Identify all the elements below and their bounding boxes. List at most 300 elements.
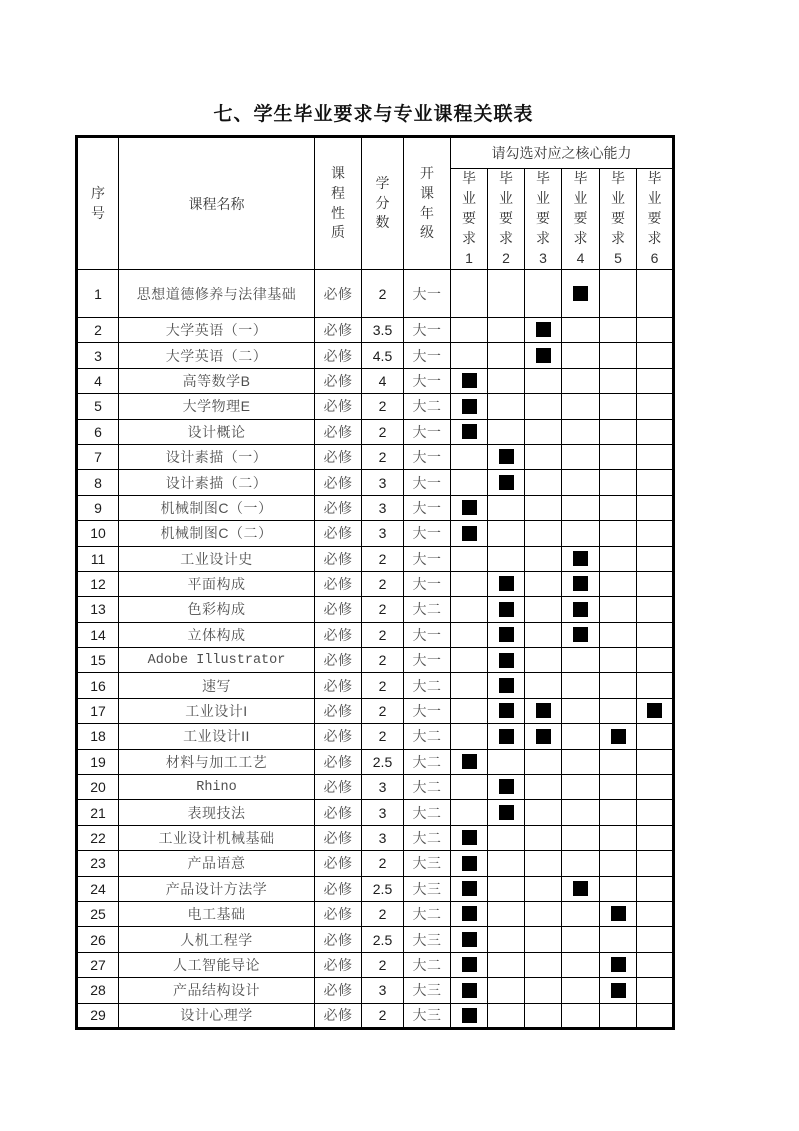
requirement-mark-cell	[637, 470, 674, 495]
credits-cell: 2	[362, 901, 404, 926]
credits-cell: 2	[362, 851, 404, 876]
course-nature-cell: 必修	[315, 851, 362, 876]
requirement-mark-cell	[525, 368, 562, 393]
requirement-mark-cell	[562, 495, 600, 520]
requirement-mark-cell	[562, 546, 600, 571]
row-index-cell: 7	[77, 444, 119, 469]
course-name-cell: 大学英语（二）	[119, 343, 315, 368]
requirement-mark-cell	[451, 648, 488, 673]
requirement-mark-cell	[562, 775, 600, 800]
requirement-mark-cell	[562, 419, 600, 444]
requirement-mark-cell	[562, 470, 600, 495]
requirement-mark-cell	[600, 927, 637, 952]
header-requirement-1	[451, 169, 488, 270]
table-row	[77, 343, 674, 368]
course-name-cell: 平面构成	[119, 571, 315, 596]
requirement-mark-cell	[451, 597, 488, 622]
row-index-cell: 21	[77, 800, 119, 825]
course-nature-cell: 必修	[315, 495, 362, 520]
mark-square-icon	[499, 602, 514, 617]
requirement-mark-cell	[600, 419, 637, 444]
requirement-mark-cell	[600, 749, 637, 774]
credits-cell: 2	[362, 1003, 404, 1028]
row-index-cell: 9	[77, 495, 119, 520]
credits-cell: 2.5	[362, 927, 404, 952]
requirement-mark-cell	[488, 470, 525, 495]
course-nature-cell: 必修	[315, 749, 362, 774]
header-credits-label: 学分数	[375, 174, 390, 231]
requirement-mark-cell	[562, 597, 600, 622]
mark-square-icon	[462, 932, 477, 947]
requirement-mark-cell	[525, 343, 562, 368]
grade-cell: 大三	[404, 851, 451, 876]
mark-square-icon	[462, 754, 477, 769]
mark-square-icon	[573, 286, 588, 301]
requirement-mark-cell	[637, 851, 674, 876]
credits-cell: 3	[362, 825, 404, 850]
requirement-mark-cell	[600, 978, 637, 1003]
requirement-mark-cell	[488, 1003, 525, 1028]
row-index-cell: 28	[77, 978, 119, 1003]
grade-cell: 大二	[404, 901, 451, 926]
credits-cell: 4.5	[362, 343, 404, 368]
requirement-mark-cell	[488, 495, 525, 520]
header-credits	[362, 137, 404, 270]
requirement-mark-cell	[562, 800, 600, 825]
credits-cell: 2	[362, 622, 404, 647]
course-name-cell: 机械制图C（一）	[119, 495, 315, 520]
requirement-mark-cell	[488, 546, 525, 571]
requirement-mark-cell	[451, 318, 488, 343]
requirement-mark-cell	[525, 724, 562, 749]
requirement-mark-cell	[451, 901, 488, 926]
mark-square-icon	[462, 830, 477, 845]
requirement-mark-cell	[600, 368, 637, 393]
row-index-cell: 27	[77, 952, 119, 977]
requirement-mark-cell	[562, 270, 600, 318]
requirement-mark-cell	[525, 648, 562, 673]
row-index-cell: 3	[77, 343, 119, 368]
course-rows	[77, 270, 674, 1029]
grade-cell: 大一	[404, 318, 451, 343]
row-index-cell: 15	[77, 648, 119, 673]
requirement-mark-cell	[451, 521, 488, 546]
header-grade	[404, 137, 451, 270]
grade-cell: 大三	[404, 927, 451, 952]
course-name-cell: 速写	[119, 673, 315, 698]
requirement-mark-cell	[637, 495, 674, 520]
requirement-mark-cell	[562, 648, 600, 673]
header-grade-label: 开课年级	[420, 164, 434, 241]
requirement-mark-cell	[488, 419, 525, 444]
requirement-mark-cell	[600, 444, 637, 469]
mark-square-icon	[462, 983, 477, 998]
credits-cell: 2	[362, 648, 404, 673]
requirement-mark-cell	[525, 571, 562, 596]
requirement-mark-cell	[600, 270, 637, 318]
grade-cell: 大二	[404, 394, 451, 419]
mark-square-icon	[462, 856, 477, 871]
table-header	[77, 137, 674, 270]
course-nature-cell: 必修	[315, 318, 362, 343]
requirement-mark-cell	[600, 318, 637, 343]
grade-cell: 大一	[404, 419, 451, 444]
requirement-mark-cell	[562, 343, 600, 368]
mark-square-icon	[611, 906, 626, 921]
course-nature-cell: 必修	[315, 394, 362, 419]
grade-cell: 大一	[404, 521, 451, 546]
row-index-cell: 2	[77, 318, 119, 343]
row-index-cell: 5	[77, 394, 119, 419]
requirement-mark-cell	[488, 343, 525, 368]
requirement-mark-cell	[488, 368, 525, 393]
course-nature-cell: 必修	[315, 927, 362, 952]
requirement-mark-cell	[600, 724, 637, 749]
requirement-mark-cell	[637, 343, 674, 368]
requirement-mark-cell	[525, 495, 562, 520]
header-index-label: 序号	[91, 184, 105, 221]
requirement-mark-cell	[525, 673, 562, 698]
requirement-mark-cell	[525, 444, 562, 469]
requirement-mark-cell	[562, 571, 600, 596]
requirement-mark-cell	[562, 444, 600, 469]
requirement-mark-cell	[562, 622, 600, 647]
requirement-mark-cell	[600, 597, 637, 622]
requirement-mark-cell	[488, 318, 525, 343]
header-requirement-2	[488, 169, 525, 270]
requirement-mark-cell	[637, 825, 674, 850]
requirement-mark-cell	[488, 901, 525, 926]
mark-square-icon	[536, 348, 551, 363]
requirement-mark-cell	[637, 648, 674, 673]
requirement-mark-cell	[637, 901, 674, 926]
requirement-mark-cell	[451, 368, 488, 393]
table-row	[77, 521, 674, 546]
header-course-name-label: 课程名称	[188, 195, 245, 212]
grade-cell: 大二	[404, 673, 451, 698]
grade-cell: 大三	[404, 1003, 451, 1028]
requirement-mark-cell	[562, 901, 600, 926]
mark-square-icon	[462, 957, 477, 972]
course-nature-cell: 必修	[315, 876, 362, 901]
requirement-mark-cell	[525, 521, 562, 546]
mark-square-icon	[611, 957, 626, 972]
grade-cell: 大一	[404, 270, 451, 318]
requirement-mark-cell	[525, 851, 562, 876]
mark-square-icon	[499, 475, 514, 490]
credits-cell: 3	[362, 495, 404, 520]
requirement-mark-cell	[562, 749, 600, 774]
grade-cell: 大三	[404, 876, 451, 901]
credits-cell: 4	[362, 368, 404, 393]
course-name-cell: 产品语意	[119, 851, 315, 876]
mark-square-icon	[536, 703, 551, 718]
mark-square-icon	[462, 881, 477, 896]
course-name-cell: 电工基础	[119, 901, 315, 926]
requirement-mark-cell	[451, 724, 488, 749]
requirement-mark-cell	[600, 876, 637, 901]
grade-cell: 大一	[404, 648, 451, 673]
course-nature-cell: 必修	[315, 952, 362, 977]
requirement-mark-cell	[525, 270, 562, 318]
requirement-mark-cell	[600, 521, 637, 546]
requirement-mark-cell	[525, 901, 562, 926]
requirement-mark-cell	[451, 749, 488, 774]
requirement-mark-cell	[562, 1003, 600, 1028]
requirement-mark-cell	[451, 470, 488, 495]
requirement-mark-cell	[525, 775, 562, 800]
grade-cell: 大一	[404, 470, 451, 495]
course-name-cell: Rhino	[119, 775, 315, 800]
header-requirement-5	[600, 169, 637, 270]
grade-cell: 大一	[404, 571, 451, 596]
mark-square-icon	[462, 500, 477, 515]
header-requirement-6	[637, 169, 674, 270]
table-row	[77, 318, 674, 343]
requirement-mark-cell	[488, 978, 525, 1003]
table-row	[77, 673, 674, 698]
header-requirement-6-label: 毕业要求6	[647, 170, 662, 266]
credits-cell: 3.5	[362, 318, 404, 343]
requirement-mark-cell	[562, 825, 600, 850]
requirement-mark-cell	[525, 698, 562, 723]
course-nature-cell: 必修	[315, 444, 362, 469]
requirement-mark-cell	[488, 648, 525, 673]
mark-square-icon	[611, 729, 626, 744]
course-name-cell: 机械制图C（二）	[119, 521, 315, 546]
course-nature-cell: 必修	[315, 597, 362, 622]
table-row	[77, 978, 674, 1003]
mark-square-icon	[573, 576, 588, 591]
mark-square-icon	[573, 881, 588, 896]
row-index-cell: 14	[77, 622, 119, 647]
requirement-mark-cell	[525, 318, 562, 343]
mark-square-icon	[462, 906, 477, 921]
page-title: 七、学生毕业要求与专业课程关联表	[213, 104, 534, 125]
requirement-mark-cell	[488, 394, 525, 419]
credits-cell: 2.5	[362, 876, 404, 901]
grade-cell: 大二	[404, 952, 451, 977]
requirement-mark-cell	[562, 952, 600, 977]
mark-square-icon	[573, 602, 588, 617]
credits-cell: 2	[362, 419, 404, 444]
requirement-mark-cell	[525, 419, 562, 444]
row-index-cell: 20	[77, 775, 119, 800]
credits-cell: 2	[362, 571, 404, 596]
grade-cell: 大二	[404, 825, 451, 850]
table-row	[77, 495, 674, 520]
grade-cell: 大一	[404, 368, 451, 393]
mark-square-icon	[499, 779, 514, 794]
row-index-cell: 1	[77, 270, 119, 318]
requirement-mark-cell	[600, 825, 637, 850]
requirement-mark-cell	[488, 876, 525, 901]
mark-square-icon	[499, 678, 514, 693]
header-course-nature	[315, 137, 362, 270]
header-requirement-4-label: 毕业要求4	[573, 170, 588, 266]
course-nature-cell: 必修	[315, 775, 362, 800]
credits-cell: 2	[362, 597, 404, 622]
course-name-cell: 工业设计史	[119, 546, 315, 571]
requirement-mark-cell	[637, 978, 674, 1003]
requirement-mark-cell	[451, 698, 488, 723]
table-row	[77, 1003, 674, 1028]
mark-square-icon	[573, 627, 588, 642]
row-index-cell: 19	[77, 749, 119, 774]
mark-square-icon	[462, 373, 477, 388]
course-nature-cell: 必修	[315, 270, 362, 318]
requirement-mark-cell	[637, 927, 674, 952]
table-row	[77, 800, 674, 825]
course-nature-cell: 必修	[315, 571, 362, 596]
table-row	[77, 901, 674, 926]
requirement-mark-cell	[637, 571, 674, 596]
row-index-cell: 26	[77, 927, 119, 952]
mark-square-icon	[611, 983, 626, 998]
grade-cell: 大二	[404, 597, 451, 622]
mark-square-icon	[499, 703, 514, 718]
course-name-cell: 大学物理E	[119, 394, 315, 419]
credits-cell: 2.5	[362, 749, 404, 774]
row-index-cell: 23	[77, 851, 119, 876]
requirement-mark-cell	[562, 673, 600, 698]
course-nature-cell: 必修	[315, 698, 362, 723]
credits-cell: 3	[362, 978, 404, 1003]
requirement-mark-cell	[451, 851, 488, 876]
requirement-mark-cell	[488, 521, 525, 546]
requirement-mark-cell	[525, 1003, 562, 1028]
requirement-mark-cell	[488, 851, 525, 876]
course-nature-cell: 必修	[315, 546, 362, 571]
mark-square-icon	[499, 729, 514, 744]
table-row	[77, 444, 674, 469]
requirement-mark-cell	[488, 622, 525, 647]
requirement-mark-cell	[637, 800, 674, 825]
credits-cell: 2	[362, 394, 404, 419]
requirement-mark-cell	[637, 698, 674, 723]
grade-cell: 大二	[404, 775, 451, 800]
mark-square-icon	[462, 526, 477, 541]
table-row	[77, 597, 674, 622]
header-requirement-4	[562, 169, 600, 270]
requirement-mark-cell	[488, 749, 525, 774]
credits-cell: 3	[362, 521, 404, 546]
course-name-cell: 设计素描（二）	[119, 470, 315, 495]
requirement-mark-cell	[562, 318, 600, 343]
mark-square-icon	[536, 729, 551, 744]
course-nature-cell: 必修	[315, 1003, 362, 1028]
header-core-abilities-label: 请勾选对应之核心能力	[491, 145, 632, 161]
requirement-mark-cell	[600, 622, 637, 647]
requirement-mark-cell	[600, 495, 637, 520]
course-nature-cell: 必修	[315, 978, 362, 1003]
requirement-mark-cell	[637, 952, 674, 977]
requirement-mark-cell	[488, 698, 525, 723]
credits-cell: 2	[362, 270, 404, 318]
requirement-mark-cell	[525, 394, 562, 419]
requirement-mark-cell	[525, 825, 562, 850]
requirement-mark-cell	[562, 876, 600, 901]
table-row	[77, 270, 674, 318]
mark-square-icon	[573, 551, 588, 566]
table-row	[77, 368, 674, 393]
credits-cell: 3	[362, 800, 404, 825]
requirement-mark-cell	[525, 470, 562, 495]
requirement-mark-cell	[451, 927, 488, 952]
requirement-mark-cell	[637, 775, 674, 800]
row-index-cell: 16	[77, 673, 119, 698]
requirement-mark-cell	[600, 343, 637, 368]
header-requirement-1-label: 毕业要求1	[462, 170, 476, 266]
requirement-mark-cell	[488, 270, 525, 318]
requirement-mark-cell	[600, 851, 637, 876]
course-name-cell: 大学英语（一）	[119, 318, 315, 343]
course-name-cell: 色彩构成	[119, 597, 315, 622]
table-row	[77, 622, 674, 647]
requirement-mark-cell	[562, 521, 600, 546]
course-nature-cell: 必修	[315, 724, 362, 749]
requirement-mark-cell	[488, 673, 525, 698]
course-nature-cell: 必修	[315, 673, 362, 698]
course-name-cell: 设计素描（一）	[119, 444, 315, 469]
row-index-cell: 17	[77, 698, 119, 723]
table-row	[77, 876, 674, 901]
grade-cell: 大一	[404, 495, 451, 520]
course-name-cell: 思想道德修养与法律基础	[119, 270, 315, 318]
table-row	[77, 724, 674, 749]
requirement-mark-cell	[488, 724, 525, 749]
table-row	[77, 648, 674, 673]
row-index-cell: 10	[77, 521, 119, 546]
requirement-mark-cell	[562, 851, 600, 876]
requirement-mark-cell	[525, 952, 562, 977]
requirement-mark-cell	[451, 978, 488, 1003]
requirement-mark-cell	[562, 927, 600, 952]
requirement-mark-cell	[451, 825, 488, 850]
credits-cell: 2	[362, 952, 404, 977]
requirement-mark-cell	[637, 749, 674, 774]
requirement-mark-cell	[525, 546, 562, 571]
table-row	[77, 749, 674, 774]
credits-cell: 2	[362, 724, 404, 749]
requirement-mark-cell	[525, 800, 562, 825]
requirement-mark-cell	[600, 673, 637, 698]
requirement-mark-cell	[525, 927, 562, 952]
course-nature-cell: 必修	[315, 622, 362, 647]
table-row	[77, 952, 674, 977]
header-course-nature-label: 课程性质	[331, 164, 345, 241]
credits-cell: 3	[362, 470, 404, 495]
requirement-mark-cell	[451, 876, 488, 901]
grade-cell: 大一	[404, 698, 451, 723]
requirement-mark-cell	[600, 546, 637, 571]
table-row	[77, 825, 674, 850]
credits-cell: 2	[362, 444, 404, 469]
requirement-mark-cell	[600, 1003, 637, 1028]
course-name-cell: 高等数学B	[119, 368, 315, 393]
course-nature-cell: 必修	[315, 648, 362, 673]
requirement-mark-cell	[451, 571, 488, 596]
requirement-mark-cell	[637, 368, 674, 393]
requirement-mark-cell	[637, 622, 674, 647]
requirement-mark-cell	[451, 343, 488, 368]
row-index-cell: 11	[77, 546, 119, 571]
row-index-cell: 24	[77, 876, 119, 901]
requirement-mark-cell	[488, 825, 525, 850]
mark-square-icon	[647, 703, 662, 718]
header-requirement-5-label: 毕业要求5	[611, 170, 625, 266]
requirement-mark-cell	[562, 698, 600, 723]
